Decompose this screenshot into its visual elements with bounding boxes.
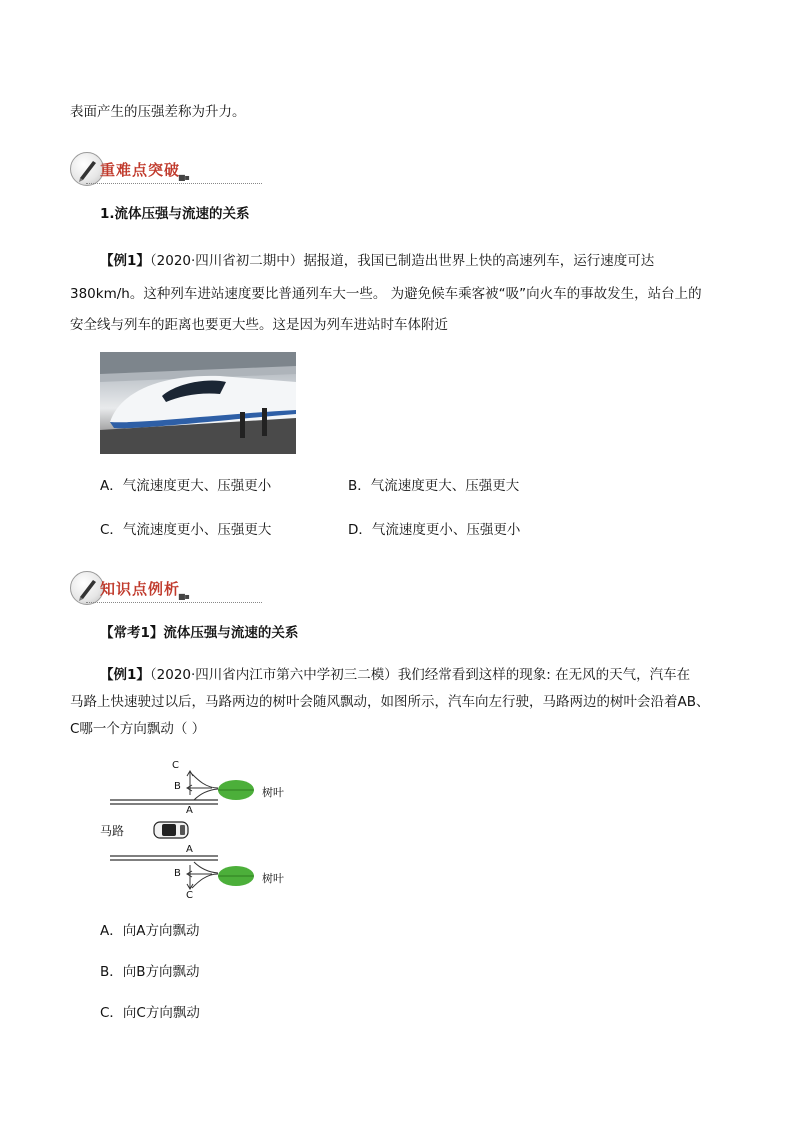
option-b[interactable]: B．向B方向飘动 xyxy=(100,964,200,980)
decor-squares-icon: ■▪ xyxy=(178,592,189,601)
example-source: （2020·四川省内江市第六中学初三二模） xyxy=(149,667,398,683)
example-tag: 【例1】 xyxy=(100,253,150,269)
example-line-2: 380km/h。这种列车进站速度要比普通列车大一些。 为避免候车乘客被“吸”向火车的事故发生，站台上的 xyxy=(70,286,702,302)
decor-squares-icon: ■▪ xyxy=(178,173,189,182)
car-icon xyxy=(154,822,188,838)
example-line-1 xyxy=(100,666,690,684)
pen-icon xyxy=(70,571,104,605)
option-a[interactable]: A．气流速度更大、压强更小 xyxy=(100,478,272,494)
road-label: 马路 xyxy=(100,824,125,838)
example-source: （2020·四川省初二期中） xyxy=(149,253,304,269)
heading-underline xyxy=(86,183,262,184)
option-c[interactable]: C．气流速度更小、压强更大 xyxy=(100,522,272,538)
leaf-top-icon xyxy=(218,780,254,800)
label-c-top: C xyxy=(172,760,179,771)
topic-title: 1.流体压强与流速的关系 xyxy=(100,206,250,222)
topic-text: 流体压强与流速的关系 xyxy=(163,625,299,641)
intro-text: 表面产生的压强差称为升力。 xyxy=(70,104,246,120)
label-a-bottom: A xyxy=(186,844,193,855)
example-line-2: 马路上快速驶过以后，马路两边的树叶会随风飘动，如图所示，汽车向左行驶，马路两边的树叶会沿着AB、 xyxy=(70,694,710,710)
section-heading: 知识点例析 xyxy=(100,580,181,598)
example-text: 据报道，我国已制造出世界上快的高速列车，运行速度可达 xyxy=(303,253,655,269)
leaf-bottom-icon xyxy=(218,866,254,886)
example-line-3: C哪一个方向飘动（ ） xyxy=(70,721,206,737)
label-b-bottom: B xyxy=(174,868,181,879)
option-a[interactable]: A．向A方向飘动 xyxy=(100,923,200,939)
example-text: 我们经常看到这样的现象: 在无风的天气，汽车在 xyxy=(397,667,691,683)
leaf-label-bottom: 树叶 xyxy=(262,872,284,885)
train-photo xyxy=(100,352,296,454)
topic-title xyxy=(100,624,298,642)
pen-icon xyxy=(70,152,104,186)
section-header-key-points xyxy=(70,152,200,186)
label-a-top: A xyxy=(186,805,193,816)
topic-tag: 【常考1】 xyxy=(100,625,164,641)
section-header-knowledge-analysis xyxy=(70,571,200,605)
example-line-3: 安全线与列车的距离也要更大些。这是因为列车进站时车体附近 xyxy=(70,317,448,333)
section-heading: 重难点突破 xyxy=(100,161,181,179)
leaf-label-top: 树叶 xyxy=(262,786,284,799)
option-d[interactable]: D．气流速度更小、压强更小 xyxy=(348,522,521,538)
label-c-bottom: C xyxy=(186,890,193,901)
example-line-1 xyxy=(100,252,654,270)
heading-underline xyxy=(86,602,262,603)
example-tag: 【例1】 xyxy=(100,667,150,683)
option-c[interactable]: C．向C方向飘动 xyxy=(100,1005,200,1021)
road-leaf-diagram xyxy=(94,758,304,903)
label-b-top: B xyxy=(174,781,181,792)
option-b[interactable]: B．气流速度更大、压强更大 xyxy=(348,478,520,494)
